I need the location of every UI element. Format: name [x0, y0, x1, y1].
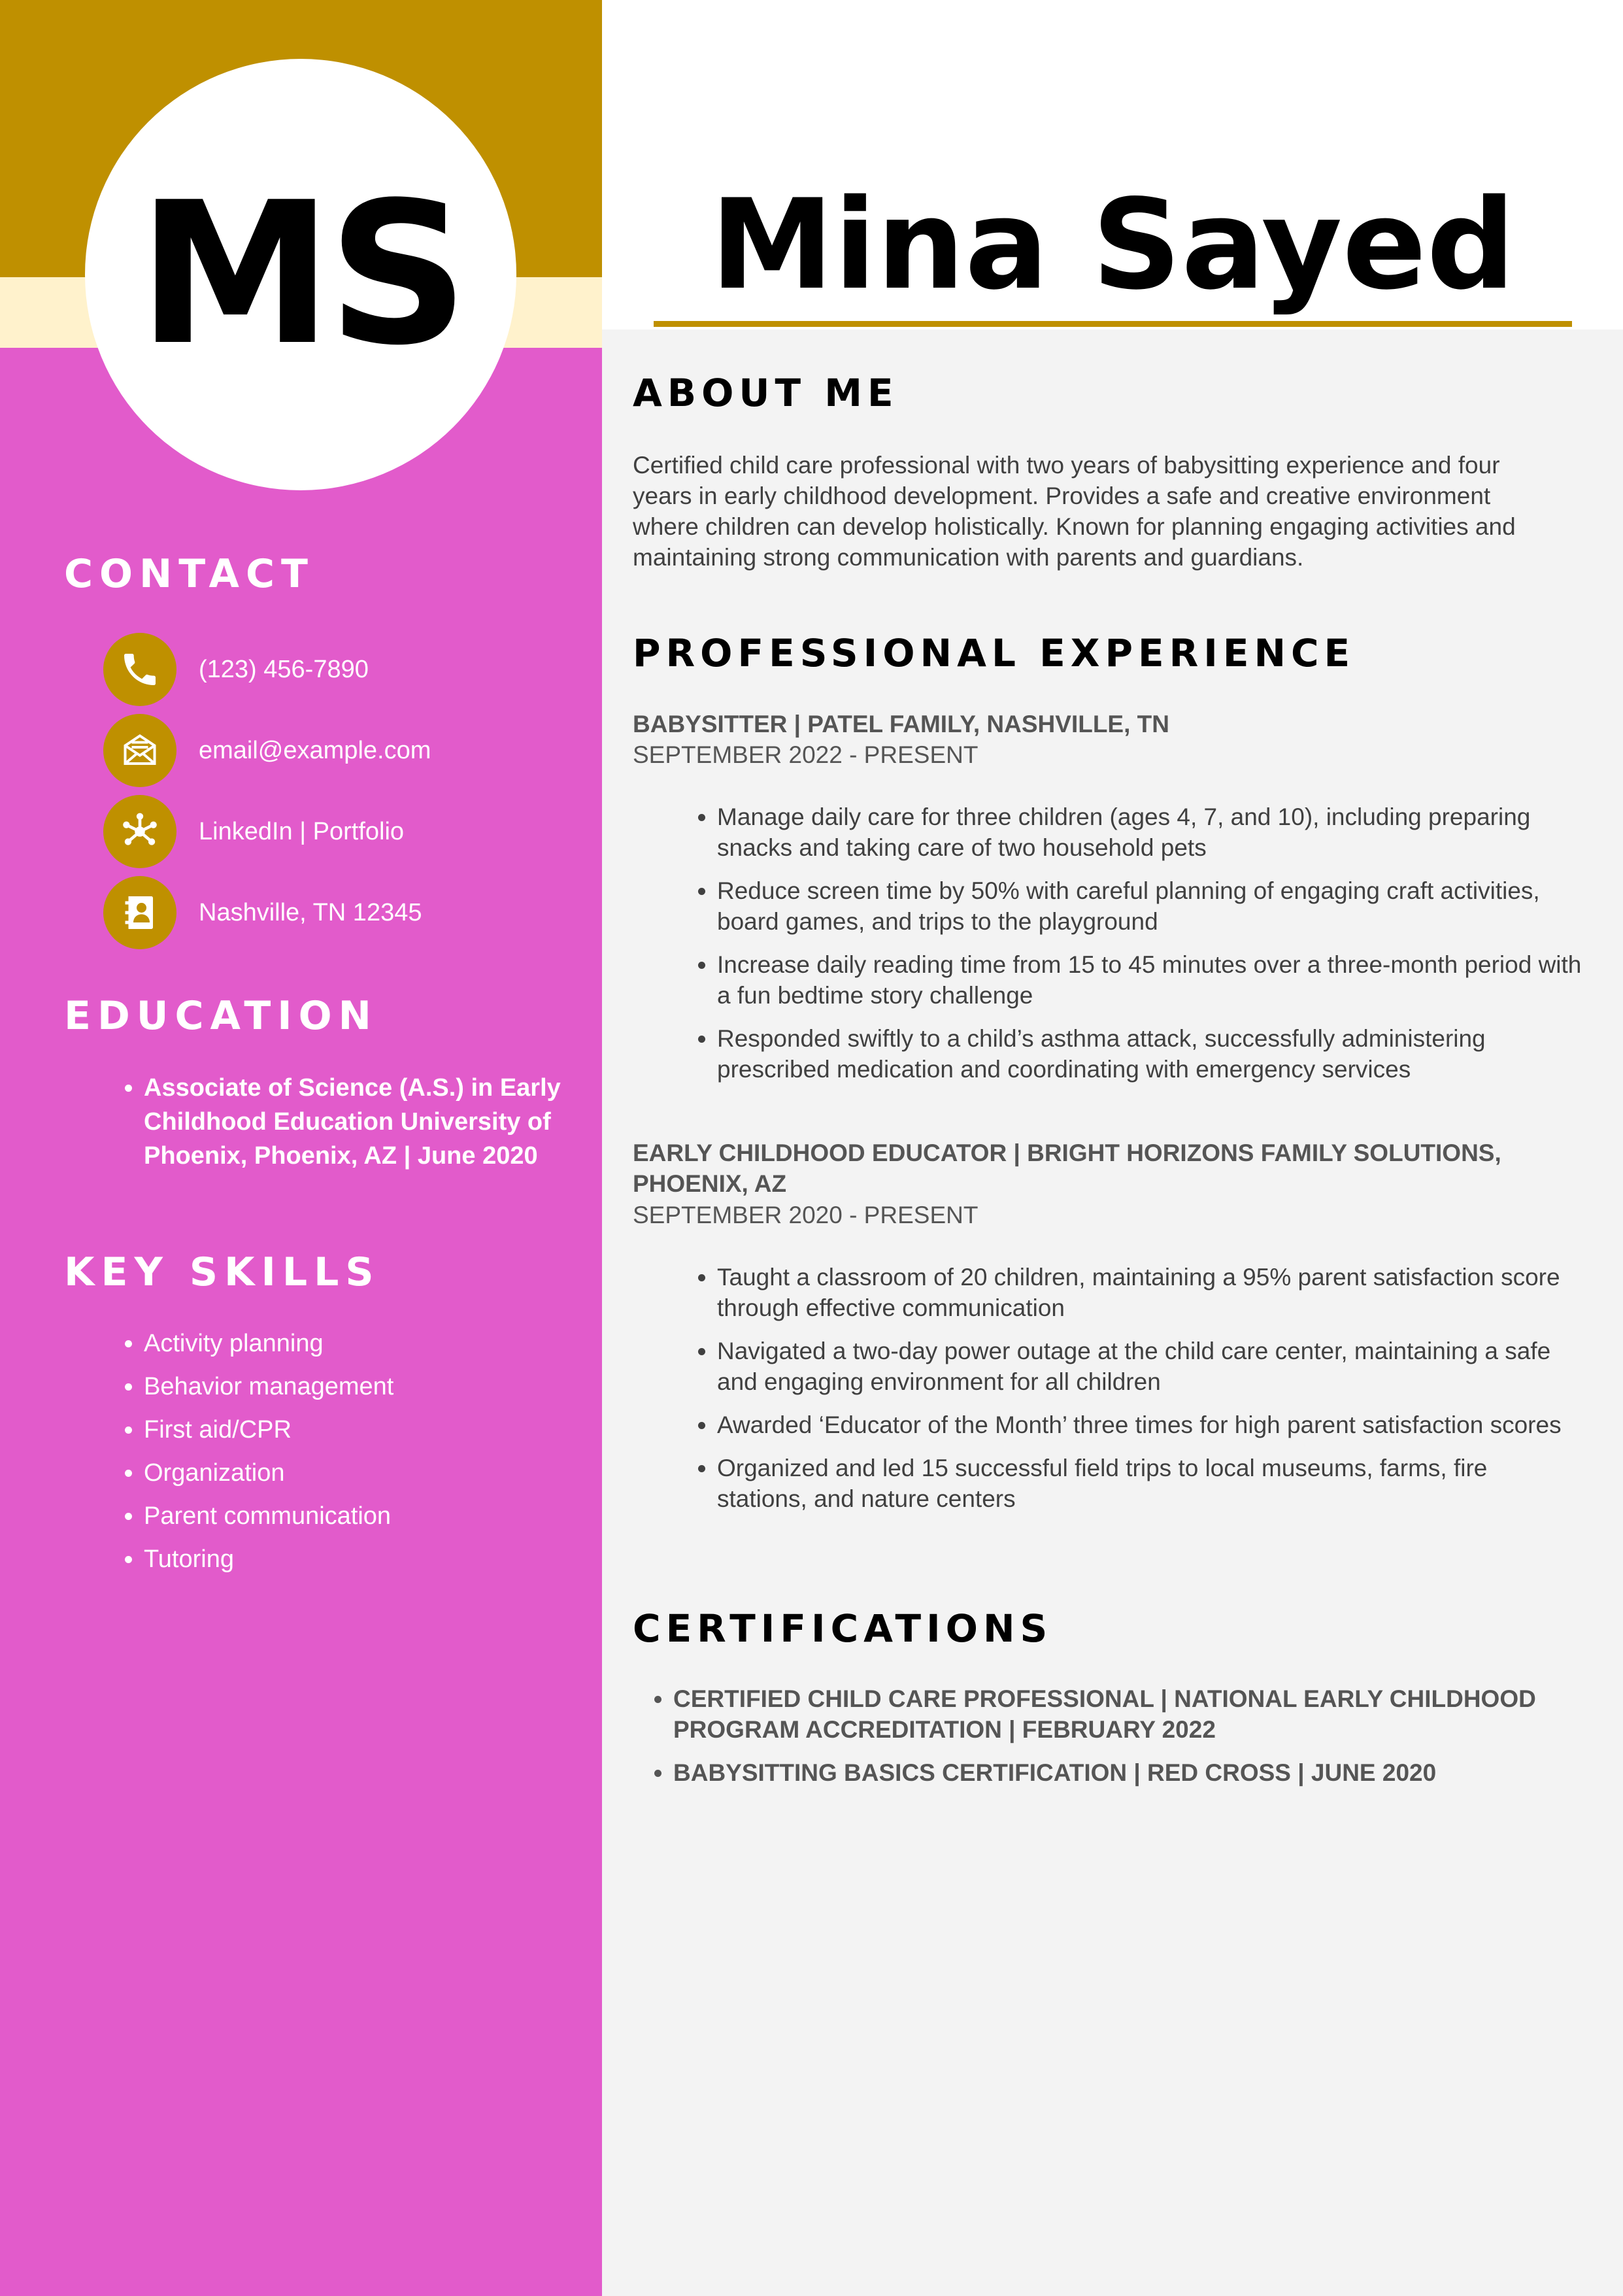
phone-icon — [103, 633, 176, 706]
skills-heading: KEY SKILLS — [64, 1249, 380, 1295]
job-bullet: • Navigated a two-day power outage at the child care center, maintaining a safe and engaging environment for all children — [717, 1336, 1583, 1397]
certifications-list — [633, 1683, 1561, 1800]
certification-item: • BABYSITTING BASICS CERTIFICATION | RED CROSS | JUNE 2020 — [673, 1757, 1561, 1788]
job-bullet-list — [675, 1262, 1583, 1527]
job-bullet: • Taught a classroom of 20 children, maintaining a 95% parent satisfaction score through effective communication — [717, 1262, 1583, 1323]
education-heading: EDUCATION — [64, 993, 378, 1039]
skills-list — [98, 1322, 569, 1581]
contact-links-text: LinkedIn | Portfolio — [199, 817, 405, 845]
monogram-circle — [85, 59, 516, 490]
experience-heading: PROFESSIONAL EXPERIENCE — [633, 631, 1356, 675]
skill-item: • Activity planning — [144, 1322, 569, 1365]
contact-item-links — [103, 791, 574, 872]
skill-item: • Parent communication — [144, 1494, 569, 1538]
job-bullet: • Manage daily care for three children (ages 4, 7, and 10), including preparing snacks and taking care of two household pets — [717, 802, 1583, 863]
job-bullet: • Responded swiftly to a child’s asthma attack, successfully administering prescribed medication and coordinating with emergency services — [717, 1023, 1583, 1085]
contact-item-phone — [103, 629, 574, 710]
job-bullet: • Reduce screen time by 50% with careful planning of engaging craft activities, board games, and trips to the playground — [717, 875, 1583, 937]
skill-item: • Tutoring — [144, 1538, 569, 1581]
contact-phone-text: (123) 456-7890 — [199, 655, 369, 683]
job-dates: SEPTEMBER 2020 - PRESENT — [633, 1202, 979, 1228]
education-item: • Associate of Science (A.S.) in Early Childhood Education University of Phoenix, Phoenix, AZ | June 2020 — [144, 1071, 569, 1173]
skill-item: • First aid/CPR — [144, 1408, 569, 1451]
certification-item: • CERTIFIED CHILD CARE PROFESSIONAL | NATIONAL EARLY CHILDHOOD PROGRAM ACCREDITATION | FEBRUARY 2022 — [673, 1683, 1561, 1745]
job-bullet: • Awarded ‘Educator of the Month’ three times for high parent satisfaction scores — [717, 1410, 1583, 1440]
first-name: Mina — [710, 173, 1049, 317]
network-icon — [103, 795, 176, 868]
about-heading: ABOUT ME — [633, 371, 899, 415]
about-text: Certified child care professional with two years of babysitting experience and four years in early childhood development. Provides a safe and creative environment where children can develop holistically. Known for planning engaging activities and maintaining strong communication with parents and guardians. — [633, 452, 1516, 571]
contact-email-text: email@example.com — [199, 736, 431, 764]
job-dates: SEPTEMBER 2022 - PRESENT — [633, 741, 979, 768]
certifications-heading: CERTIFICATIONS — [633, 1606, 1053, 1651]
skill-item: • Organization — [144, 1451, 569, 1494]
education-list — [98, 1071, 569, 1173]
contact-list — [103, 629, 574, 953]
contact-item-location — [103, 872, 574, 953]
contact-item-email — [103, 710, 574, 791]
skill-item: • Behavior management — [144, 1365, 569, 1408]
envelope-icon — [103, 714, 176, 787]
contact-location-text: Nashville, TN 12345 — [199, 898, 422, 926]
address-book-icon — [103, 876, 176, 949]
monogram-initials: MS — [137, 160, 464, 388]
full-name — [654, 173, 1572, 317]
job-bullet: • Organized and led 15 successful field trips to local museums, farms, fire stations, and nature centers — [717, 1453, 1583, 1514]
job-bullet-list — [675, 802, 1583, 1097]
main-panel-lower — [602, 1879, 1623, 2296]
last-name: Sayed — [1092, 173, 1516, 317]
name-underline — [654, 321, 1572, 327]
job-title: EARLY CHILDHOOD EDUCATOR | BRIGHT HORIZONS FAMILY SOLUTIONS, PHOENIX, AZ — [633, 1140, 1501, 1197]
job-bullet: • Increase daily reading time from 15 to 45 minutes over a three-month period with a fun bedtime story challenge — [717, 949, 1583, 1011]
contact-heading: CONTACT — [64, 551, 314, 597]
job-title: BABYSITTER | PATEL FAMILY, NASHVILLE, TN — [633, 711, 1169, 737]
